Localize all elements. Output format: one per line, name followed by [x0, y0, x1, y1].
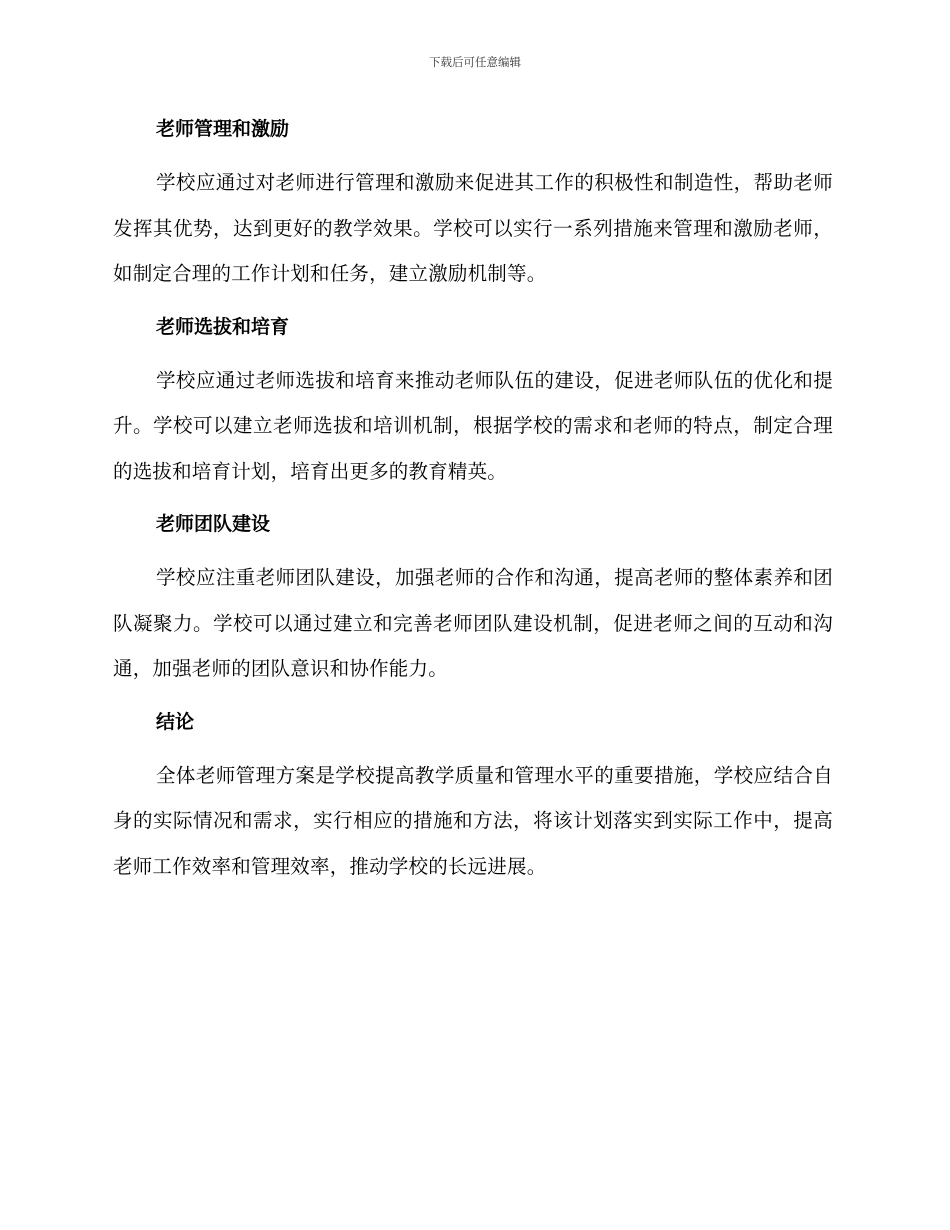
page-header: 下载后可任意编辑 — [429, 55, 521, 69]
section-teacher-selection — [113, 309, 833, 495]
section-heading: 结论 — [156, 710, 195, 733]
section-paragraph: 学校应通过对老师进行管理和激励来促进其工作的积极性和制造性，帮助老师发挥其优势，达到更好的教学效果。学校可以实行一系列措施来管理和激励老师，如制定合理的工作计划和任务，建立激励机制等。 — [113, 171, 833, 285]
section-teacher-management — [113, 111, 833, 297]
section-heading: 老师管理和激励 — [156, 118, 290, 140]
section-heading: 老师选拔和培育 — [156, 315, 290, 338]
document-content — [113, 111, 833, 889]
section-team-building — [113, 506, 833, 692]
section-paragraph: 学校应注重老师团队建设，加强老师的合作和沟通，提高老师的整体素养和团队凝聚力。学校可以通过建立和完善老师团队建设机制，促进老师之间的互动和沟通，加强老师的团队意识和协作能力。 — [113, 566, 833, 680]
section-heading: 老师团队建设 — [156, 513, 271, 535]
section-conclusion — [113, 704, 833, 890]
section-paragraph: 全体老师管理方案是学校提高教学质量和管理水平的重要措施，学校应结合自身的实际情况和需求，实行相应的措施和方法，将该计划落实到实际工作中，提高老师工作效率和管理效率，推动学校的长远进展。 — [113, 763, 833, 878]
section-paragraph: 学校应通过老师选拔和培育来推动老师队伍的建设，促进老师队伍的优化和提升。学校可以建立老师选拔和培训机制，根据学校的需求和老师的特点，制定合理的选拔和培育计划，培育出更多的教育精英。 — [113, 368, 833, 483]
